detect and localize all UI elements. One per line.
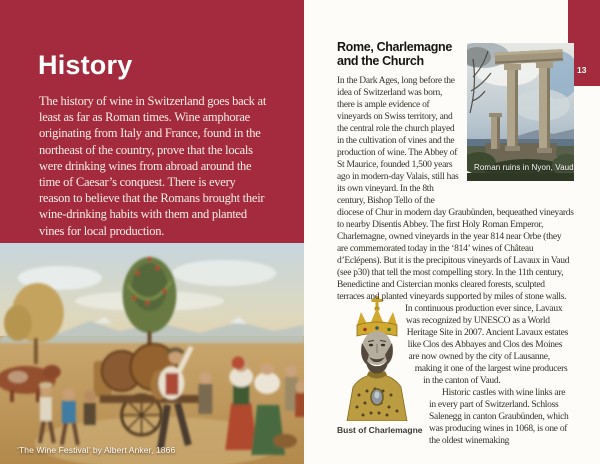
article-paragraph-2: Historic castles with wine links are in every part of Switzerland. Schloss Salenegg in canton Graubünden, which was producing wines in 1068, is one of the oldest winemaking [429,388,569,446]
painting-caption: ‘The Wine Festival’ by Albert Anker, 1866 [17,445,176,455]
ruins-caption: Roman ruins in Nyon, Vaud [474,163,574,172]
history-intro-text: The history of wine in Switzerland goes back at least as far as Roman times. Wine amphorae originating from Italy and France, found in the northeast of the country, prove that the locals were drinking wines from abroad around the time of Caesar’s conquest. There is every reason to believe that the Romans brought their wine-drinking habits with them and planted vines for local production. [39,94,267,238]
page-number: 13 [577,65,587,75]
article-heading-line1: Rome, Charlemagne [337,40,452,54]
ruins-photo [467,43,574,181]
paragraph-1-part-a: In the Dark Ages, long before the idea of Switzerland was born, there is ample evidence of vineyards on Swiss territory, and the central role the church played in the cultivation of vines and the production of wine. The Abbey of St Maurice, founded 1,500 years ago in modern-day Valais, still has its own vineyard. In the 8th century, Bishop Tello of the diocese of Chur in modern day Graubünden, bequeathed vineyards to nearby Disentis Abbey. The first Holy Roman Emperor, Charlemagne, owned vineyards in the year 814 near Orbe (they are commemorated today in the ‘814’ wines of Château d’Eclépens). But it is the precipitous vineyards of Lavaux in Vaud (see p30) that tell the most compelling story. In the 11th century, Benedictine and Cistercian monks cleared forests, sculpted terraces [337,76,574,302]
ruins-illustration [467,43,574,181]
bust-caption: Bust of Charlemagne [337,425,423,435]
article-page [304,0,600,464]
page-title: History [38,50,133,80]
paragraph-1-part-b: and planted vineyards supported by miles of stone walls. In continuous production ever since, Lavaux was recognized by UNESCO as a World Heritage Site in 2007. Ancient Lavaux estates like Clos des Abbayes and Clos des Moines are now owned by the city of Lausanne, making it one of the largest wine producers in the canton of Vaud. [366,292,569,386]
article-heading-line2: and the Church [337,54,424,68]
wine-festival-painting [0,243,304,464]
painting-illustration [0,243,304,464]
article [337,40,574,447]
